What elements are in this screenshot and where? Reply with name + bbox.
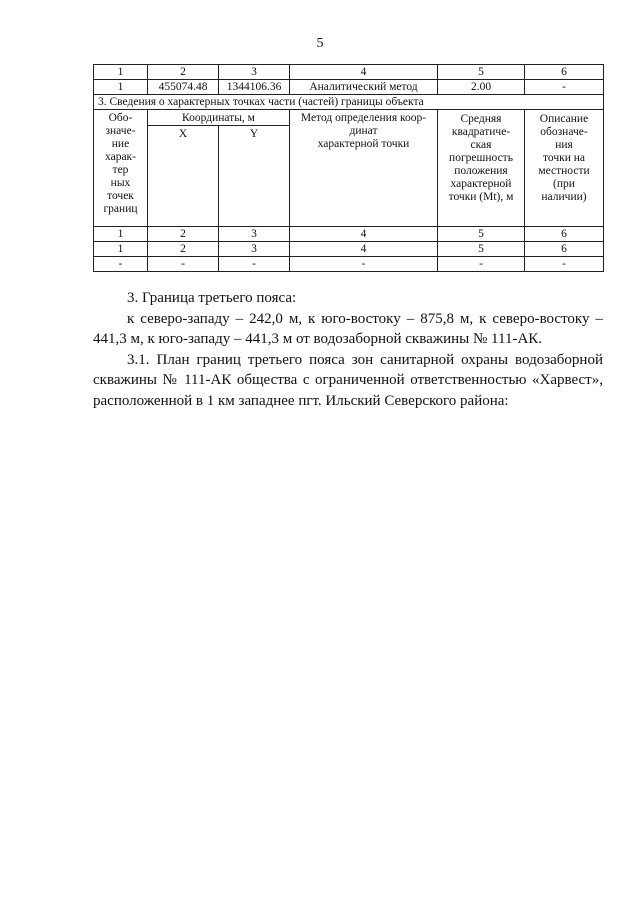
table-cell: 455074.48	[148, 80, 219, 95]
table-cell: 4	[290, 242, 438, 257]
table-cell: 6	[525, 227, 604, 242]
table-cell: 1	[94, 80, 148, 95]
paragraph-third-zone-heading: 3. Граница третьего пояса:	[127, 290, 297, 306]
paragraph-plan: 3.1. План границ третьего пояса зон санитарной охраны водозаборной скважины № 111-АК общества с ограниченной ответственностью «Харвест», расположенной в 1 км западнее пгт. Ильский Северского района:	[93, 351, 603, 409]
table-cell: 4	[290, 65, 438, 80]
page-number: 5	[316, 36, 324, 51]
table-cell: 2.00	[438, 80, 525, 95]
coordinates-table	[93, 64, 604, 272]
table-cell: Аналитический метод	[290, 80, 438, 95]
table-cell: 1	[94, 242, 148, 257]
table-cell: 1	[94, 227, 148, 242]
table-cell: -	[148, 257, 219, 272]
table-cell: 1344106.36	[219, 80, 290, 95]
table-row	[94, 257, 604, 272]
table-row	[94, 80, 604, 95]
table-header-row	[94, 110, 604, 126]
table-cell: 4	[290, 227, 438, 242]
table-section-row	[94, 95, 604, 110]
paragraph-distances: к северо-западу – 242,0 м, к юго-востоку – 875,8 м, к северо-востоку – 441,3 м, к юго-западу – 441,3 м от водозаборной скважины № 111-АК.	[93, 310, 603, 347]
table-row	[94, 242, 604, 257]
body-text	[93, 288, 603, 411]
table-cell: 2	[148, 227, 219, 242]
header-designation: Обо- значе- ние харак- тер ных точек границ	[94, 110, 148, 227]
table-cell: -	[438, 257, 525, 272]
section-title: 3. Сведения о характерных точках части (частей) границы объекта	[94, 95, 604, 110]
table-cell: -	[525, 80, 604, 95]
table-cell: 5	[438, 242, 525, 257]
table-row	[94, 65, 604, 80]
header-y: Y	[219, 126, 290, 227]
header-error: Средняя квадратиче- ская погрешность положения характерной точки (Mt), м	[438, 110, 525, 227]
table-cell: 3	[219, 65, 290, 80]
table-cell: 2	[148, 242, 219, 257]
table-cell: -	[94, 257, 148, 272]
header-x: X	[148, 126, 219, 227]
table-cell: -	[219, 257, 290, 272]
table-cell: 3	[219, 227, 290, 242]
table-cell: 3	[219, 242, 290, 257]
table-cell: -	[290, 257, 438, 272]
table-cell: 2	[148, 65, 219, 80]
table-cell: 5	[438, 227, 525, 242]
table-cell: 6	[525, 65, 604, 80]
header-description: Описание обозначе- ния точки на местности (при наличии)	[525, 110, 604, 227]
table-cell: 1	[94, 65, 148, 80]
table-cell: -	[525, 257, 604, 272]
header-coordinates: Координаты, м	[148, 110, 290, 126]
table-cell: 5	[438, 65, 525, 80]
table-row	[94, 227, 604, 242]
table-cell: 6	[525, 242, 604, 257]
header-method: Метод определения коор- динат характерной точки	[290, 110, 438, 227]
